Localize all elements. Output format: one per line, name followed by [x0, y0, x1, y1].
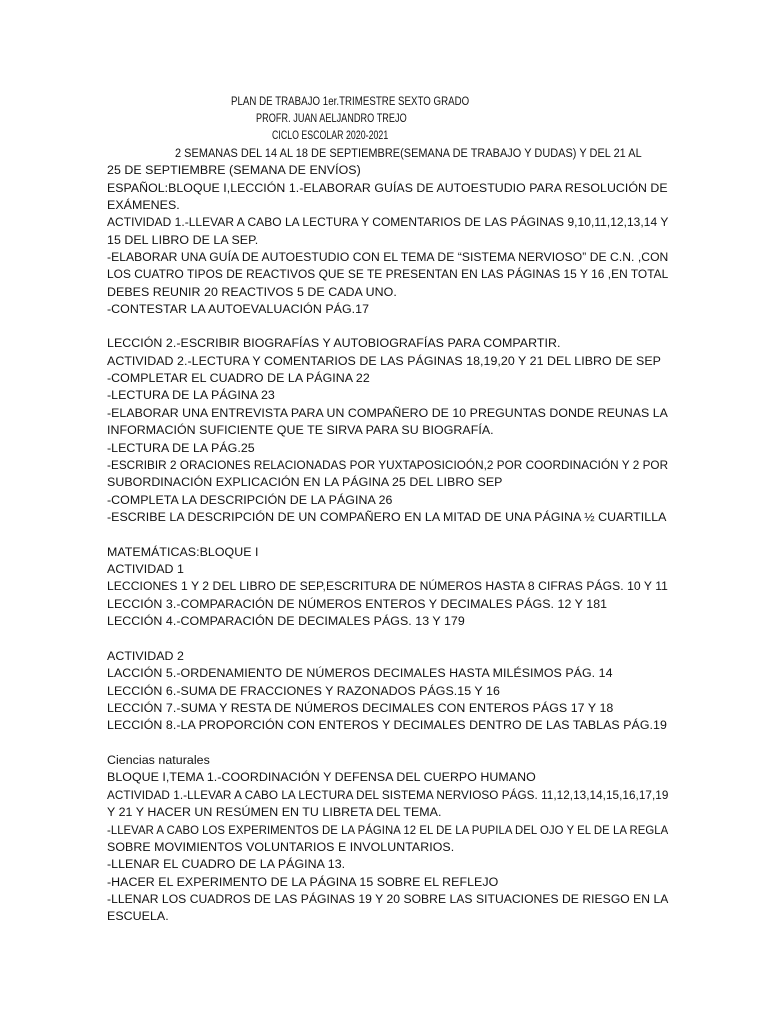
body-line: EXÁMENES.: [107, 198, 180, 212]
body-line: INFORMACIÓN SUFICIENTE QUE TE SIRVA PARA SU BIOGRAFÍA.: [107, 423, 494, 437]
body-line: -LECTURA DE LA PÁG.25: [107, 441, 255, 455]
body-line: LECCIÓN 3.-COMPARACIÓN DE NÚMEROS ENTEROS Y DECIMALES PÁGS. 12 Y 181: [107, 597, 608, 611]
body-line: -COMPLETA LA DESCRIPCIÓN DE LA PÁGINA 26: [107, 493, 393, 507]
body-line: -ELABORAR UNA ENTREVISTA PARA UN COMPAÑERO DE 10 PREGUNTAS DONDE REUNAS LA: [107, 406, 668, 420]
body-line: -ESCRIBE LA DESCRIPCIÓN DE UN COMPAÑERO EN LA MITAD DE UNA PÁGINA ½ CUARTILLA: [107, 510, 667, 524]
body-line: ACTIVIDAD 2.-LECTURA Y COMENTARIOS DE LAS PÁGINAS 18,19,20 Y 21 DEL LIBRO DE SEP: [107, 354, 661, 368]
body-line: LECCIÓN 6.-SUMA DE FRACCIONES Y RAZONADOS PÁGS.15 Y 16: [107, 684, 500, 698]
lesson-heading: LECCIÓN 2.-ESCRIBIR BIOGRAFÍAS Y AUTOBIOGRAFÍAS PARA COMPARTIR.: [107, 336, 561, 350]
body-line: -LLENAR LOS CUADROS DE LAS PÁGINAS 19 Y 20 SOBRE LAS SITUACIONES DE RIESGO EN LA: [107, 892, 669, 906]
body-line: -HACER EL EXPERIMENTO DE LA PÁGINA 15 SOBRE EL REFLEJO: [107, 875, 499, 889]
body-line: Y 21 Y HACER UN RESÚMEN EN TU LIBRETA DEL TEMA.: [107, 805, 442, 819]
body-line: -COMPLETAR EL CUADRO DE LA PÁGINA 22: [107, 371, 370, 385]
body-line: LECCIÓN 7.-SUMA Y RESTA DE NÚMEROS DECIMALES CON ENTEROS PÁGS 17 Y 18: [107, 701, 614, 715]
schedule-line: 2 SEMANAS DEL 14 AL 18 DE SEPTIEMBRE(SEMANA DE TRABAJO Y DUDAS) Y DEL 21 AL: [175, 146, 642, 160]
body-line: LECCIÓN 8.-LA PROPORCIÓN CON ENTEROS Y DECIMALES DENTRO DE LAS TABLAS PÁG.19: [107, 718, 667, 732]
body-line: -LLEVAR A CABO LOS EXPERIMENTOS DE LA PÁGINA 12 EL DE LA PUPILA DEL OJO Y EL DE LA REGLA: [107, 823, 669, 837]
spanish-section-heading: ESPAÑOL:BLOQUE I,LECCIÓN 1.-ELABORAR GUÍAS DE AUTOESTUDIO PARA RESOLUCIÓN DE: [107, 181, 668, 195]
body-line: BLOQUE I,TEMA 1.-COORDINACIÓN Y DEFENSA DEL CUERPO HUMANO: [107, 770, 536, 784]
body-line: LACCIÓN 5.-ORDENAMIENTO DE NÚMEROS DECIMALES HASTA MILÉSIMOS PÁG. 14: [107, 666, 613, 680]
activity-heading: ACTIVIDAD 1: [107, 562, 184, 576]
body-line: 15 DEL LIBRO DE LA SEP.: [107, 233, 259, 247]
body-line: ACTIVIDAD 1.-LLEVAR A CABO LA LECTURA Y COMENTARIOS DE LAS PÁGINAS 9,10,11,12,13,14 Y: [107, 215, 669, 229]
schedule-line: 25 DE SEPTIEMBRE (SEMANA DE ENVÍOS): [107, 163, 361, 177]
body-line: -LLENAR EL CUADRO DE LA PÁGINA 13.: [107, 857, 346, 871]
body-line: LECCIÓN 4.-COMPARACIÓN DE DECIMALES PÁGS. 13 Y 179: [107, 614, 465, 628]
body-line: -ESCRIBIR 2 ORACIONES RELACIONADAS POR YUXTAPOSICIOÓN,2 POR COORDINACIÓN Y 2 POR: [107, 458, 669, 472]
body-line: ESCUELA.: [107, 909, 169, 923]
teacher-name: PROFR. JUAN AELJANDRO TREJO: [256, 111, 407, 125]
math-section-heading: MATEMÁTICAS:BLOQUE I: [107, 545, 259, 559]
activity-heading: ACTIVIDAD 2: [107, 649, 184, 663]
document-title: PLAN DE TRABAJO 1er.TRIMESTRE SEXTO GRADO: [231, 94, 470, 108]
science-section-heading: Ciencias naturales: [107, 753, 210, 767]
body-line: SOBRE MOVIMIENTOS VOLUNTARIOS E INVOLUNTARIOS.: [107, 840, 455, 854]
body-line: SUBORDINACIÓN EXPLICACIÓN EN LA PÁGINA 25 DEL LIBRO SEP: [107, 475, 503, 489]
body-line: -ELABORAR UNA GUÍA DE AUTOESTUDIO CON EL TEMA DE “SISTEMA NERVIOSO” DE C.N. ,CON: [107, 250, 669, 264]
body-line: -CONTESTAR LA AUTOEVALUACIÓN PÁG.17: [107, 302, 370, 316]
school-year: CICLO ESCOLAR 2020-2021: [272, 128, 389, 142]
body-line: DEBES REUNIR 20 REACTIVOS 5 DE CADA UNO.: [107, 285, 397, 299]
body-line: -LECTURA DE LA PÁGINA 23: [107, 388, 275, 402]
body-line: LOS CUATRO TIPOS DE REACTIVOS QUE SE TE PRESENTAN EN LAS PÁGINAS 15 Y 16 ,EN TOTAL: [107, 267, 669, 281]
body-line: ACTIVIDAD 1.-LLEVAR A CABO LA LECTURA DEL SISTEMA NERVIOSO PÁGS. 11,12,13,14,15,16,17,19: [107, 788, 669, 802]
body-line: LECCIONES 1 Y 2 DEL LIBRO DE SEP,ESCRITURA DE NÚMEROS HASTA 8 CIFRAS PÁGS. 10 Y 11: [107, 579, 668, 593]
